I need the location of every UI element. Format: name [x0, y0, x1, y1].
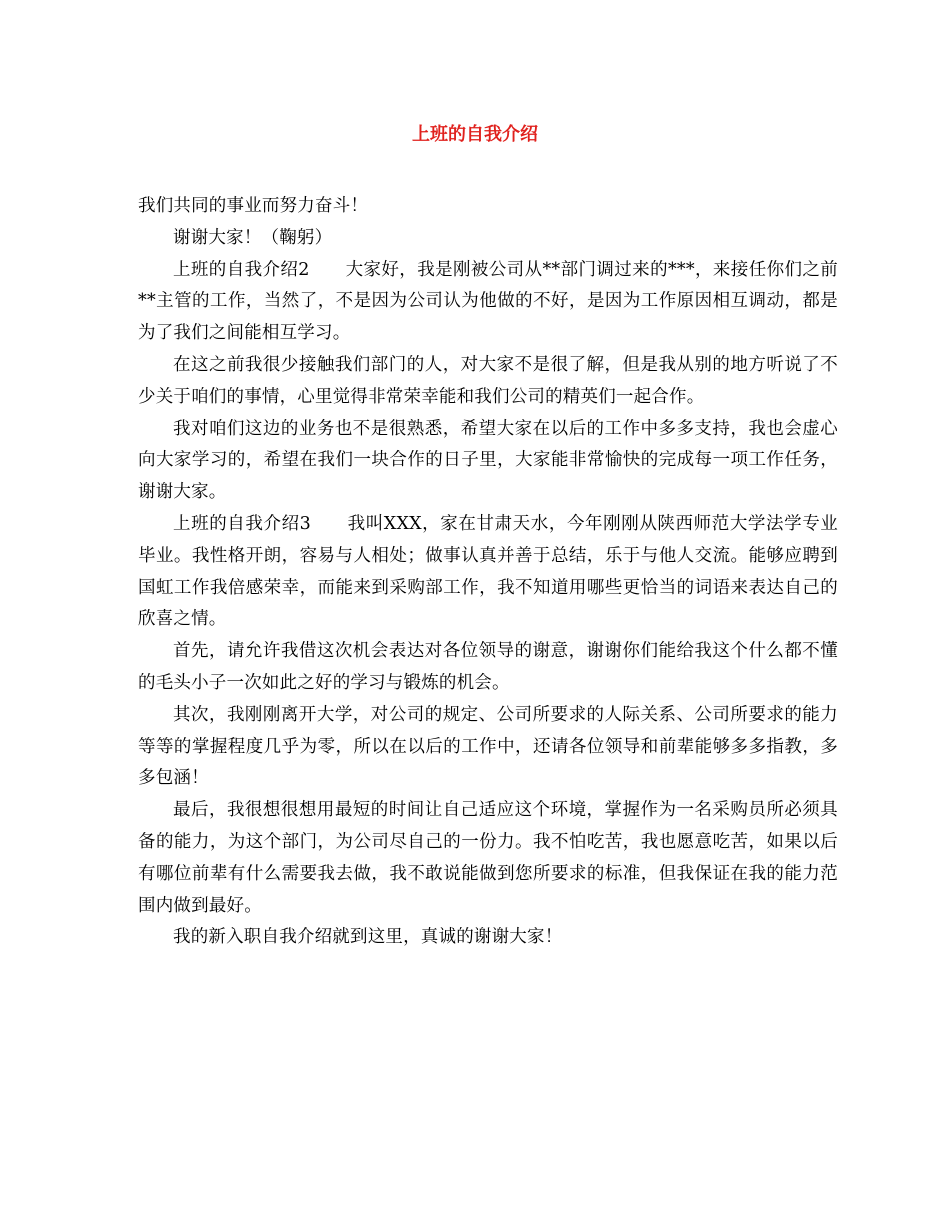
paragraph-5: 我对咱们这边的业务也不是很熟悉，希望大家在以后的工作中多多支持，我也会虚心向大家学习的，希望在我们一块合作的日子里，大家能非常愉快的完成每一项工作任务，谢谢大家。: [138, 418, 838, 503]
paragraph-10: 我的新入职自我介绍就到这里，真诚的谢谢大家！: [173, 927, 563, 948]
paragraph-3: 上班的自我介绍2 大家好，我是刚被公司从**部门调过来的***，来接任你们之前**主管的工作，当然了，不是因为公司认为他做的不好，是因为工作原因相互调动，都是为了我们之间能相互学习。: [138, 259, 838, 344]
paragraph-2: 谢谢大家！（鞠躬）: [173, 227, 333, 248]
paragraph-7: 首先，请允许我借这次机会表达对各位领导的谢意，谢谢你们能给我这个什么都不懂的毛头小子一次如此之好的学习与锻炼的机会。: [138, 641, 838, 693]
paragraph-1: 我们共同的事业而努力奋斗！: [138, 196, 369, 216]
paragraph-4: 在这之前我很少接触我们部门的人，对大家不是很了解，但是我从别的地方听说了不少关于咱们的事情，心里觉得非常荣幸能和我们公司的精英们一起合作。: [138, 354, 838, 407]
paragraph-9: 最后，我很想很想用最短的时间让自己适应这个环境，掌握作为一名采购员所必须具备的能力，为这个部门，为公司尽自己的一份力。我不怕吃苦，我也愿意吃苦，如果以后有哪位前辈有什么需要我去做，我不敢说能做到您所要求的标准，但我保证在我的能力范围内做到最好。: [138, 800, 838, 916]
paragraph-6: 上班的自我介绍3 我叫XXX，家在甘肃天水，今年刚刚从陕西师范大学法学专业毕业。我性格开朗，容易与人相处；做事认真并善于总结，乐于与他人交流。能够应聘到国虹工作我倍感荣幸，而能来到采购部工作，我不知道用哪些更恰当的词语来表达自己的欣喜之情。: [138, 513, 838, 630]
paragraph-8: 其次，我刚刚离开大学，对公司的规定、公司所要求的人际关系、公司所要求的能力等等的掌握程度几乎为零，所以在以后的工作中，还请各位领导和前辈能够多多指教，多多包涵！: [138, 704, 838, 789]
document-body: [138, 191, 838, 954]
document-title: 上班的自我介绍: [412, 124, 538, 145]
